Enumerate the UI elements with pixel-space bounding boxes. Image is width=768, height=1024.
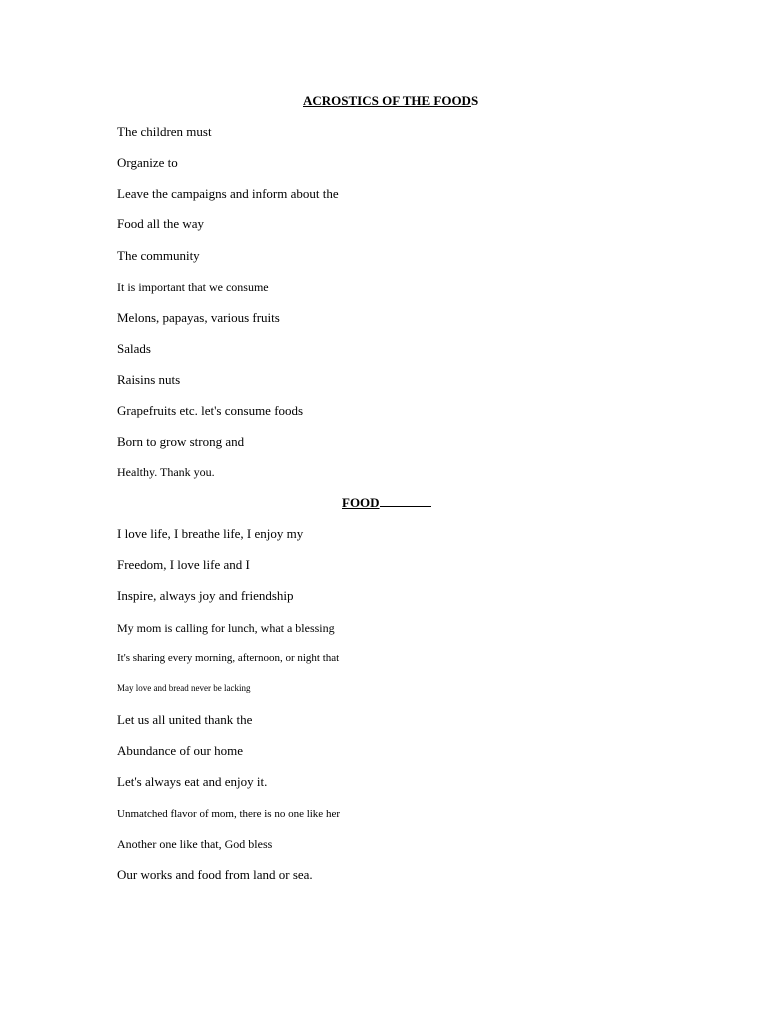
section-title-underline-rule [380,495,431,507]
poem2-line: It's sharing every morning, afternoon, or night that [117,652,340,664]
document-title [303,93,478,109]
document-title-underlined: ACROSTICS OF THE FOOD [303,93,471,108]
poem2-line: Inspire, always joy and friendship [117,588,294,603]
poem1-line: The children must [117,124,212,139]
section-title-food [342,495,431,511]
poem1-line: Organize to [117,155,178,170]
poem1-line: Leave the campaigns and inform about the [117,186,339,201]
poem1-line: Food all the way [117,216,205,231]
poem1-line: It is important that we consume [117,280,269,294]
section-title-food-text: FOOD [342,495,380,510]
document-title-suffix: S [470,93,479,108]
poem2-line: My mom is calling for lunch, what a blessing [117,621,335,635]
poem1-line: Born to grow strong and [117,434,245,449]
poem2-line: Abundance of our home [117,743,243,758]
poem1-line: Healthy. Thank you. [117,465,215,479]
poem2-line: Let's always eat and enjoy it. [117,774,268,789]
poem1-line: Raisins nuts [117,372,181,387]
poem1-line: Melons, papayas, various fruits [117,310,280,325]
poem2-line: Freedom, I love life and I [117,557,250,572]
poem2-line: Let us all united thank the [117,712,253,727]
poem1-line: Grapefruits etc. let's consume foods [117,403,304,418]
poem2-line: Unmatched flavor of mom, there is no one like her [117,808,340,820]
poem1-line: Salads [117,341,151,356]
poem2-line: Another one like that, God bless [117,837,273,851]
poem2-line: Our works and food from land or sea. [117,867,313,882]
poem1-line: The community [117,248,200,263]
poem2-line: May love and bread never be lacking [117,683,251,693]
poem2-line: I love life, I breathe life, I enjoy my [117,526,304,541]
